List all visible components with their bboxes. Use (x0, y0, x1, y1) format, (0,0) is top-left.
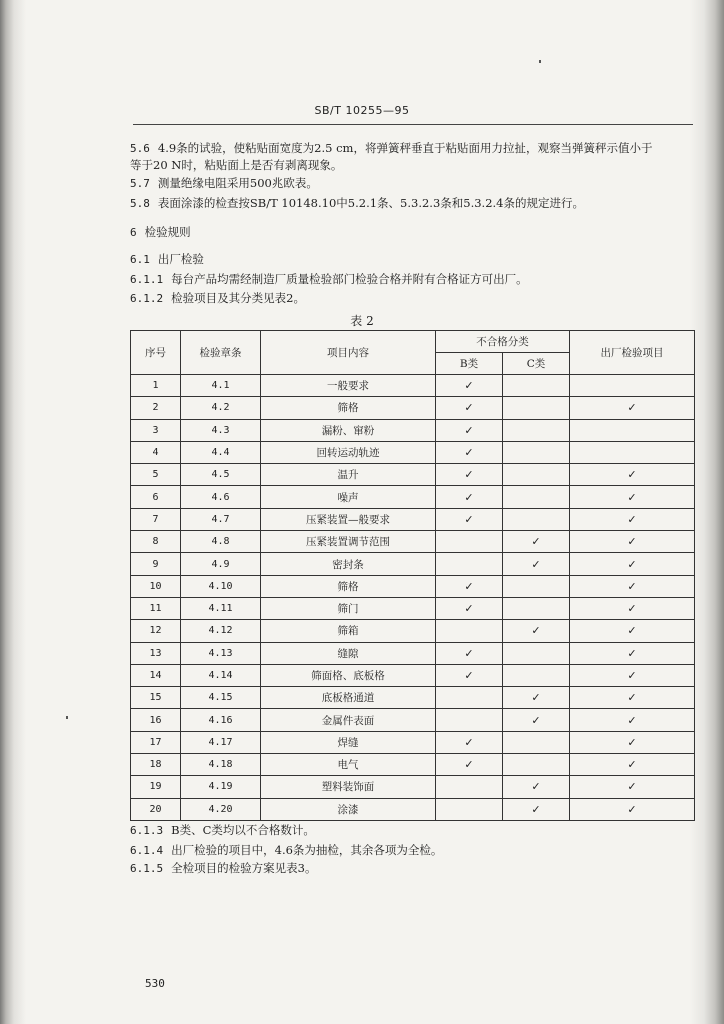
table-row (131, 620, 695, 642)
header-class-c: C类 (503, 353, 570, 375)
cell-class-c (503, 508, 570, 530)
cell-class-b (436, 709, 503, 731)
cell-content: 回转运动轨迹 (261, 441, 436, 463)
cell-class-b (436, 575, 503, 597)
scan-edge-right (690, 0, 724, 1024)
cell-class-b (436, 776, 503, 798)
clause-text: 4.9条的试验，使粘贴面宽度为2.5 cm，将弹簧秤垂直于粘贴面用力拉扯，观察当弹簧秤示值小于 (157, 141, 653, 155)
cell-factory-inspection (570, 553, 695, 575)
table-row (131, 531, 695, 553)
checkmark-icon: ✓ (531, 802, 541, 816)
checkmark-icon: ✓ (627, 602, 637, 616)
cell-serial-no: 15 (131, 687, 181, 709)
cell-clause: 4.9 (181, 553, 261, 575)
scan-speck (66, 716, 68, 719)
paragraph-6-1-1 (130, 271, 695, 288)
checkmark-icon: ✓ (627, 512, 637, 526)
cell-clause: 4.7 (181, 508, 261, 530)
cell-content: 塑料装饰面 (261, 776, 436, 798)
cell-clause: 4.5 (181, 464, 261, 486)
clause-number: 6.1.3 (130, 824, 164, 837)
cell-factory-inspection (570, 754, 695, 776)
clause-text: 等于20 N时，粘贴面上是否有剥离现象。 (130, 158, 343, 172)
section-6-heading (130, 224, 695, 241)
header-rule (133, 124, 693, 125)
cell-class-b (436, 664, 503, 686)
clause-text: 测量绝缘电阻采用500兆欧表。 (157, 176, 318, 190)
checkmark-icon: ✓ (464, 379, 474, 393)
cell-class-c (503, 419, 570, 441)
cell-clause: 4.13 (181, 642, 261, 664)
cell-factory-inspection (570, 620, 695, 642)
cell-clause: 4.19 (181, 776, 261, 798)
table-row (131, 754, 695, 776)
cell-clause: 4.16 (181, 709, 261, 731)
cell-class-c (503, 441, 570, 463)
cell-class-b (436, 441, 503, 463)
cell-class-c (503, 731, 570, 753)
checkmark-icon: ✓ (531, 691, 541, 705)
cell-class-b (436, 620, 503, 642)
table-row (131, 731, 695, 753)
cell-factory-inspection (570, 441, 695, 463)
cell-clause: 4.11 (181, 597, 261, 619)
cell-content: 漏粉、窜粉 (261, 419, 436, 441)
checkmark-icon: ✓ (464, 758, 474, 772)
cell-clause: 4.14 (181, 664, 261, 686)
cell-serial-no: 14 (131, 664, 181, 686)
cell-factory-inspection (570, 798, 695, 820)
cell-class-b (436, 798, 503, 820)
cell-class-c (503, 397, 570, 419)
cell-clause: 4.8 (181, 531, 261, 553)
cell-factory-inspection (570, 731, 695, 753)
cell-class-b (436, 553, 503, 575)
checkmark-icon: ✓ (531, 535, 541, 549)
table-row (131, 597, 695, 619)
paragraph-6-1-3 (130, 822, 695, 839)
checkmark-icon: ✓ (627, 669, 637, 682)
cell-class-c (503, 642, 570, 664)
cell-class-c (503, 776, 570, 798)
scan-edge-left (0, 0, 26, 1024)
table-body (131, 375, 695, 821)
checkmark-icon: ✓ (464, 579, 474, 593)
cell-factory-inspection (570, 464, 695, 486)
cell-content: 筛格 (261, 397, 436, 419)
inspection-table (130, 330, 695, 821)
cell-factory-inspection (570, 687, 695, 709)
table-caption: 表 2 (350, 314, 374, 328)
cell-content: 温升 (261, 464, 436, 486)
cell-class-c (503, 375, 570, 397)
cell-content: 压紧装置—般要求 (261, 508, 436, 530)
checkmark-icon: ✓ (627, 713, 637, 727)
cell-serial-no: 16 (131, 709, 181, 731)
cell-factory-inspection (570, 642, 695, 664)
checkmark-icon: ✓ (627, 557, 637, 571)
header-factory-inspection: 出厂检验项目 (570, 331, 695, 375)
cell-content: 噪声 (261, 486, 436, 508)
paragraph-6-1-2 (130, 290, 695, 307)
subsection-6-1 (130, 251, 695, 268)
cell-serial-no: 20 (131, 798, 181, 820)
paragraph-6-1-5 (130, 860, 695, 877)
cell-class-b (436, 508, 503, 530)
cell-serial-no: 1 (131, 375, 181, 397)
cell-serial-no: 7 (131, 508, 181, 530)
cell-serial-no: 4 (131, 441, 181, 463)
cell-content: 密封条 (261, 553, 436, 575)
cell-class-b (436, 464, 503, 486)
table-row (131, 642, 695, 664)
paragraph-6-1-4 (130, 842, 695, 859)
cell-clause: 4.3 (181, 419, 261, 441)
cell-clause: 4.12 (181, 620, 261, 642)
clause-text: 出厂检验 (157, 252, 204, 266)
checkmark-icon: ✓ (627, 802, 637, 816)
table-row (131, 575, 695, 597)
cell-serial-no: 2 (131, 397, 181, 419)
cell-clause: 4.1 (181, 375, 261, 397)
cell-class-b (436, 486, 503, 508)
scan-speck (539, 60, 541, 63)
cell-serial-no: 8 (131, 531, 181, 553)
cell-clause: 4.15 (181, 687, 261, 709)
cell-factory-inspection (570, 531, 695, 553)
cell-factory-inspection (570, 575, 695, 597)
cell-class-c (503, 575, 570, 597)
table-row (131, 441, 695, 463)
cell-class-c (503, 687, 570, 709)
cell-clause: 4.2 (181, 397, 261, 419)
cell-content: 筛面格、底板格 (261, 664, 436, 686)
table-row (131, 553, 695, 575)
checkmark-icon: ✓ (464, 423, 474, 437)
cell-class-b (436, 597, 503, 619)
cell-class-c (503, 597, 570, 619)
cell-class-c (503, 798, 570, 820)
cell-class-c (503, 486, 570, 508)
checkmark-icon: ✓ (627, 535, 637, 549)
cell-content: 焊缝 (261, 731, 436, 753)
cell-content: 筛门 (261, 597, 436, 619)
page-number: 530 (145, 977, 165, 990)
paragraph-5-8 (130, 195, 695, 212)
cell-class-c (503, 464, 570, 486)
table-row (131, 508, 695, 530)
cell-class-c (503, 531, 570, 553)
cell-factory-inspection (570, 508, 695, 530)
cell-factory-inspection (570, 397, 695, 419)
cell-content: 金属件表面 (261, 709, 436, 731)
cell-serial-no: 19 (131, 776, 181, 798)
cell-clause: 4.6 (181, 486, 261, 508)
checkmark-icon: ✓ (464, 646, 474, 660)
cell-class-b (436, 531, 503, 553)
cell-content: 一般要求 (261, 375, 436, 397)
cell-serial-no: 18 (131, 754, 181, 776)
cell-clause: 4.17 (181, 731, 261, 753)
checkmark-icon: ✓ (464, 512, 474, 526)
cell-factory-inspection (570, 709, 695, 731)
clause-number: 6.1.5 (130, 862, 164, 875)
cell-class-c (503, 754, 570, 776)
clause-number: 6.1.2 (130, 292, 164, 305)
cell-factory-inspection (570, 419, 695, 441)
paragraph-5-6 (130, 140, 695, 157)
checkmark-icon: ✓ (627, 468, 637, 482)
cell-class-b (436, 731, 503, 753)
cell-class-b (436, 687, 503, 709)
table-row (131, 687, 695, 709)
cell-serial-no: 10 (131, 575, 181, 597)
cell-serial-no: 11 (131, 597, 181, 619)
cell-serial-no: 12 (131, 620, 181, 642)
checkmark-icon: ✓ (531, 713, 541, 727)
clause-text: 全检项目的检验方案见表3。 (171, 861, 317, 875)
clause-number: 6.1.4 (130, 844, 164, 857)
cell-content: 压紧装置调节范围 (261, 531, 436, 553)
clause-text: B类、C类均以不合格数计。 (171, 823, 315, 837)
checkmark-icon: ✓ (627, 401, 637, 415)
clause-text: 每台产品均需经制造厂质量检验部门检验合格并附有合格证方可出厂。 (171, 272, 528, 286)
clause-text: 出厂检验的项目中，4.6条为抽检，其余各项为全检。 (171, 843, 443, 857)
cell-clause: 4.10 (181, 575, 261, 597)
cell-clause: 4.18 (181, 754, 261, 776)
checkmark-icon: ✓ (627, 735, 637, 749)
header-content: 项目内容 (261, 331, 436, 375)
cell-content: 底板格通道 (261, 687, 436, 709)
paragraph-5-6-cont (130, 157, 695, 173)
cell-factory-inspection (570, 375, 695, 397)
cell-class-c (503, 620, 570, 642)
cell-class-b (436, 375, 503, 397)
header-class-b: B类 (436, 353, 503, 375)
table-row (131, 486, 695, 508)
cell-factory-inspection (570, 776, 695, 798)
table-row (131, 664, 695, 686)
cell-content: 缝隙 (261, 642, 436, 664)
checkmark-icon: ✓ (531, 557, 541, 571)
cell-factory-inspection (570, 664, 695, 686)
checkmark-icon: ✓ (531, 624, 541, 638)
checkmark-icon: ✓ (531, 780, 541, 794)
cell-clause: 4.4 (181, 441, 261, 463)
table-row (131, 776, 695, 798)
standard-code-header: SB/T 10255—95 (314, 104, 410, 117)
cell-serial-no: 13 (131, 642, 181, 664)
clause-number: 5.8 (130, 197, 150, 210)
cell-clause: 4.20 (181, 798, 261, 820)
table-row (131, 798, 695, 820)
checkmark-icon: ✓ (464, 669, 474, 682)
table-row (131, 709, 695, 731)
table-row (131, 419, 695, 441)
paragraph-5-7 (130, 175, 695, 192)
cell-class-c (503, 709, 570, 731)
checkmark-icon: ✓ (627, 490, 637, 504)
checkmark-icon: ✓ (627, 646, 637, 660)
cell-content: 电气 (261, 754, 436, 776)
clause-text: 表面涂漆的检查按SB/T 10148.10中5.2.1条、5.3.2.3条和5.3.2.4条的规定进行。 (157, 196, 585, 210)
header-serial-no: 序号 (131, 331, 181, 375)
clause-number: 5.6 (130, 142, 150, 155)
cell-serial-no: 9 (131, 553, 181, 575)
clause-number: 6.1 (130, 253, 150, 266)
cell-serial-no: 5 (131, 464, 181, 486)
cell-content: 筛格 (261, 575, 436, 597)
checkmark-icon: ✓ (464, 602, 474, 616)
checkmark-icon: ✓ (627, 758, 637, 772)
checkmark-icon: ✓ (464, 490, 474, 504)
header-clause: 检验章条 (181, 331, 261, 375)
checkmark-icon: ✓ (464, 468, 474, 482)
section-title: 检验规则 (144, 225, 191, 239)
section-number: 6 (130, 226, 137, 239)
cell-class-b (436, 397, 503, 419)
header-nonconformity-class: 不合格分类 (436, 331, 570, 353)
checkmark-icon: ✓ (627, 624, 637, 638)
clause-text: 检验项目及其分类见表2。 (171, 291, 305, 305)
clause-number: 5.7 (130, 177, 150, 190)
checkmark-icon: ✓ (627, 579, 637, 593)
cell-content: 筛箱 (261, 620, 436, 642)
cell-class-c (503, 664, 570, 686)
checkmark-icon: ✓ (627, 780, 637, 794)
table-row (131, 397, 695, 419)
cell-class-b (436, 419, 503, 441)
table-row (131, 464, 695, 486)
cell-serial-no: 6 (131, 486, 181, 508)
cell-class-b (436, 754, 503, 776)
cell-serial-no: 17 (131, 731, 181, 753)
cell-content: 涂漆 (261, 798, 436, 820)
table-row (131, 375, 695, 397)
cell-class-b (436, 642, 503, 664)
checkmark-icon: ✓ (464, 735, 474, 749)
checkmark-icon: ✓ (464, 446, 474, 460)
clause-number: 6.1.1 (130, 273, 164, 286)
cell-factory-inspection (570, 486, 695, 508)
cell-factory-inspection (570, 597, 695, 619)
checkmark-icon: ✓ (627, 691, 637, 705)
cell-serial-no: 3 (131, 419, 181, 441)
checkmark-icon: ✓ (464, 401, 474, 415)
cell-class-c (503, 553, 570, 575)
